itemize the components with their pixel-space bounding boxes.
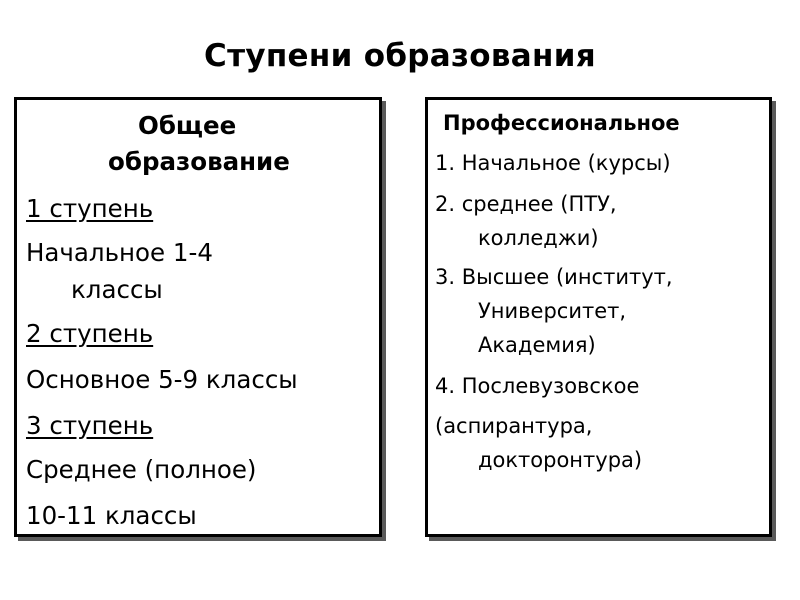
primary-grades-line1: Начальное 1-4 xyxy=(26,238,213,267)
professional-heading: Профессиональное xyxy=(443,111,680,135)
prof-item-postgraduate-detail-line2: докторонтура) xyxy=(478,448,643,472)
prof-item-initial: 1. Начальное (курсы) xyxy=(435,151,671,175)
prof-item-secondary-line1: 2. среднее (ПТУ, xyxy=(435,192,617,216)
primary-grades-line2: классы xyxy=(71,275,163,304)
secondary-grades: 10-11 классы xyxy=(26,501,197,530)
diagram-title: Ступени образования xyxy=(204,38,596,74)
stage-3-label: 3 ступень xyxy=(26,411,154,440)
prof-item-higher-line3: Академия) xyxy=(478,333,596,357)
general-education-box xyxy=(14,97,382,537)
general-heading-line1: Общее xyxy=(138,111,237,140)
prof-item-postgraduate-detail-line1: (аспирантура, xyxy=(435,414,593,438)
basic-grades: Основное 5-9 классы xyxy=(26,365,298,394)
professional-education-box xyxy=(425,97,772,537)
prof-item-postgraduate: 4. Послевузовское xyxy=(435,374,640,398)
secondary-full: Среднее (полное) xyxy=(26,455,257,484)
general-heading-line2: образование xyxy=(108,147,290,176)
stage-2-label: 2 ступень xyxy=(26,319,154,348)
prof-item-higher-line2: Университет, xyxy=(478,299,627,323)
prof-item-higher-line1: 3. Высшее (институт, xyxy=(435,265,673,289)
prof-item-secondary-line2: колледжи) xyxy=(478,226,599,250)
stage-1-label: 1 ступень xyxy=(26,194,154,223)
